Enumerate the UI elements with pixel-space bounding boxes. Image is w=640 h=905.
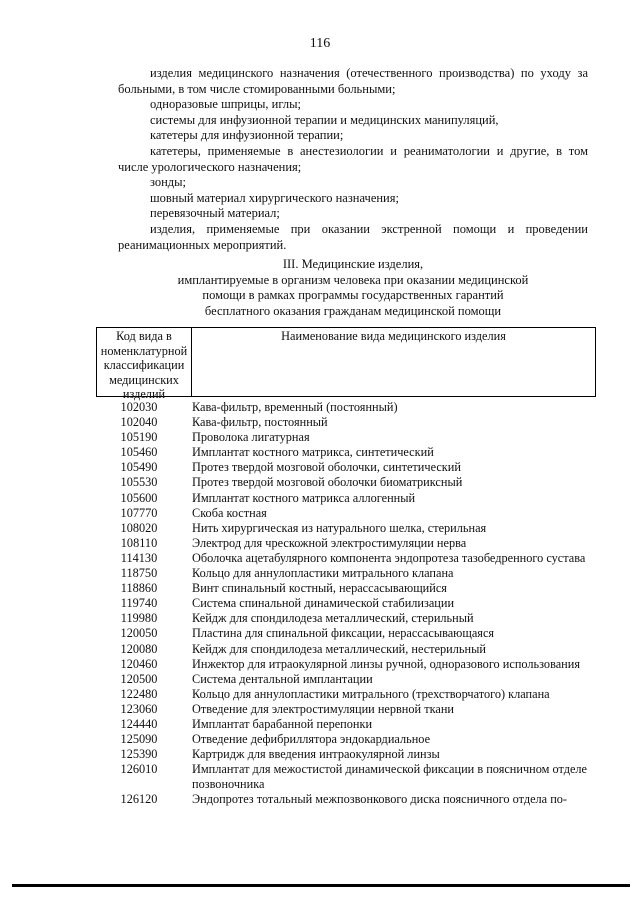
device-name: Кольцо для аннулопластики митрального клапана [192,566,454,581]
table-row [96,400,606,415]
intro-paragraph: одноразовые шприцы, иглы; [150,97,301,112]
section-heading-line: III. Медицинские изделия, [282,257,424,271]
device-name: Оболочка ацетабулярного компонента эндопротеза тазобедренного сустава [192,550,586,565]
table-row [96,717,606,732]
device-name: Нить хирургическая из натурального шелка, стерильная [192,520,487,535]
table-row [96,491,606,506]
intro-paragraph: изделия медицинского назначения (отечественного производства) по уходу за больными, в том числе стомированными больными; [118,66,588,96]
device-code: 105530 [120,475,158,490]
device-name: Кейдж для спондилодеза металлический, нестерильный [192,641,486,656]
device-name: Имплантат барабанной перепонки [192,716,373,731]
table-row [96,672,606,687]
device-name: Пластина для спинальной фиксации, нерассасывающаяся [192,626,495,641]
device-name: Кава-фильтр, временный (постоянный) [192,400,398,414]
intro-paragraph: катетеры для инфузионной терапии; [150,128,344,143]
table-row [96,521,606,536]
device-code: 108020 [120,520,158,535]
table-row [96,460,606,475]
table-row [96,415,606,430]
table-row [96,642,606,657]
device-name: Система спинальной динамической стабилизации [192,596,455,611]
device-name: Эндопротез тотальный межпозвонкового диска поясничного отдела по- [192,792,568,807]
device-code: 120050 [120,626,158,641]
device-name: Кава-фильтр, постоянный [192,415,328,430]
table-row [96,506,606,521]
device-name: Имплантат костного матрикса, синтетический [192,445,434,460]
device-name: Отведение для электростимуляции нервной ткани [192,701,454,716]
intro-paragraph: системы для инфузионной терапии и медицинских манипуляций, [150,112,499,127]
section-heading [118,257,588,319]
device-name: Проволока лигатурная [192,430,310,445]
table-row [96,626,606,641]
page-bottom-rule [12,884,630,887]
device-name: Протез твердой мозговой оболочки, синтетический [192,460,461,475]
device-name: Картридж для введения интраокулярной линзы [192,747,440,762]
table-row [96,475,606,490]
table-row [96,581,606,596]
device-name: Инжектор для итраокулярной линзы ручной, одноразового использования [192,656,580,671]
device-code: 105490 [120,460,158,475]
device-code: 102030 [120,400,158,414]
table-body [96,400,606,808]
device-code: 120500 [120,671,158,686]
device-code: 120460 [120,656,158,671]
device-code: 105600 [120,490,158,505]
table-row [96,747,606,762]
device-name: Имплантат для межостистой динамической фиксации в поясничном отделе позвоночника [192,762,588,792]
device-code: 126120 [120,792,158,807]
device-name: Система дентальной имплантации [192,671,373,686]
table-row [96,611,606,626]
table-row [96,596,606,611]
table-row [96,445,606,460]
device-name: Винт спинальный костный, нерассасывающийся [192,581,447,596]
table-row [96,657,606,672]
intro-paragraph: шовный материал хирургического назначения; [150,190,399,205]
code-column-header: Код вида в номенклатурной классификации медицинских изделий [97,328,192,396]
table-row [96,551,606,566]
device-code: 105190 [120,430,158,445]
page-number: 116 [309,36,331,51]
intro-paragraph: перевязочный материал; [150,206,280,221]
section-heading-line: бесплатного оказания гражданам медицинской помощи [204,303,502,318]
table-row [96,536,606,551]
device-code: 108110 [120,535,158,550]
device-name: Кольцо для аннулопластики митрального (трехстворчатого) клапана [192,686,550,701]
table-row [96,762,606,792]
device-code: 125390 [120,747,158,762]
intro-paragraph: зонды; [150,175,187,190]
device-code: 125090 [120,732,158,747]
table-header [96,327,596,402]
device-code: 119740 [120,596,158,611]
table-row [96,430,606,445]
intro-list [118,66,588,253]
table-row [96,702,606,717]
section-heading-line: помощи в рамках программы государственных гарантий [202,288,504,303]
device-code: 124440 [120,716,158,731]
device-code: 120080 [120,641,158,656]
device-code: 126010 [120,762,158,777]
table-row [96,687,606,702]
device-name: Электрод для чрескожной электростимуляции нерва [192,535,467,550]
device-code: 114130 [120,550,158,565]
device-code: 105460 [120,445,158,460]
table-row [96,732,606,747]
device-name: Протез твердой мозговой оболочки биоматриксный [192,475,463,490]
table-row [96,792,606,807]
table-row [96,566,606,581]
device-name: Отведение дефибриллятора эндокардиальное [192,732,431,747]
device-code: 107770 [120,505,158,520]
device-code: 118750 [120,566,158,581]
device-code: 118860 [120,581,158,596]
intro-paragraph: изделия, применяемые при оказании экстренной помощи и проведении реанимационных мероприятий. [118,221,588,252]
name-column-header: Наименование вида медицинского изделия [281,329,506,343]
device-name: Кейдж для спондилодеза металлический, стерильный [192,611,474,626]
device-code: 123060 [120,701,158,716]
section-heading-line: имплантируемые в организм человека при оказании медицинской [177,272,529,287]
device-code: 119980 [120,611,158,626]
device-code: 122480 [120,686,158,701]
device-name: Скоба костная [192,505,267,520]
device-code: 102040 [120,415,158,430]
intro-paragraph: катетеры, применяемые в анестезиологии и реаниматологии и другие, в том числе урологического назначения; [118,143,588,174]
device-name: Имплантат костного матрикса аллогенный [192,490,416,505]
